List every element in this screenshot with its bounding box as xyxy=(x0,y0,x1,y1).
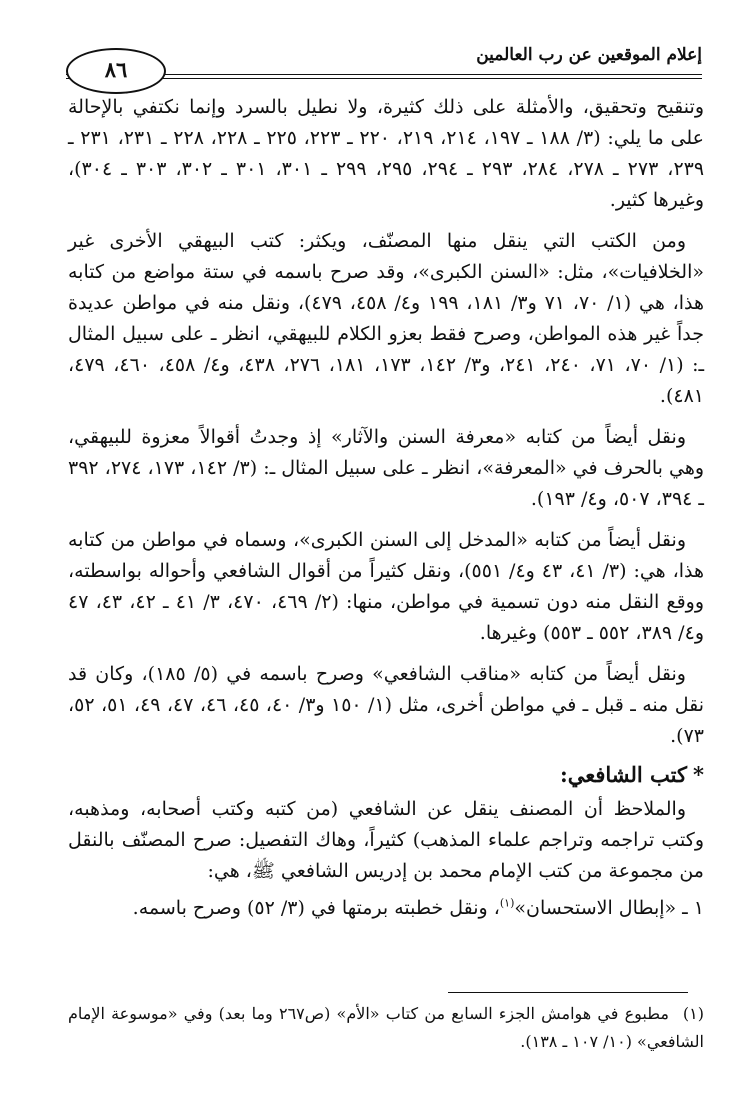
footnote xyxy=(68,1000,704,1056)
section-heading xyxy=(68,758,704,792)
list-item xyxy=(68,893,704,924)
footnote-divider xyxy=(448,992,688,993)
list-item-title: ١ ـ «إبطال الاستحسان» xyxy=(514,897,704,919)
paragraph-continuation: وتنقيح وتحقيق، والأمثلة على ذلك كثيرة، ولا نطيل بالسرد وإنما نكتفي بالإحالة على ما يلي: (٣/ ١٨٨ ـ ١٩٧، ٢١٤، ٢١٩، ٢٢٠ ـ ٢٢٣، ٢٢٥ ـ ٢٢٨، ٢٢٨ ـ ٢٣١، ٢٣١ ـ ٢٣٩، ٢٧٣ ـ ٢٧٨، ٢٨٤، ٢٩٣ ـ ٢٩٤، ٢٩٥، ٢٩٩ ـ ٣٠١، ٣٠١ ـ ٣٠٢، ٣٠٣ ـ ٣٠٤)، وغيرها كثير. xyxy=(68,96,705,211)
star-icon: * xyxy=(693,762,704,787)
paragraph-al-madkhal: ونقل أيضاً من كتابه «المدخل إلى السنن الكبرى»، وسماه في مواطن من كتابه هذا، هي: (٣/ ٤١، ٤٣ و٤/ ٥٥١)، ونقل كثيراً من أقوال الشافعي وأحواله بواسطته، ووقع النقل منه دون تسمية في مواطن، منها: (٢/ ٤٦٩، ٤٧٠، ٣/ ٤١ ـ ٤٢، ٤٣، ٤٧ و٤/ ٣٨٩، ٥٥٢ ـ ٥٥٣) وغيرها. xyxy=(68,529,705,644)
footnote-reference[interactable]: (١) xyxy=(499,896,515,910)
paragraph-manaqib-al-shafii: ونقل أيضاً من كتابه «مناقب الشافعي» وصرح باسمه في (٥/ ١٨٥)، وكان قد نقل منه ـ قبل ـ في مواطن أخرى، مثل (١/ ١٥٠ و٣/ ٤٠، ٤٥، ٤٦، ٤٧، ٤٩، ٥١، ٥٢، ٧٣). xyxy=(68,663,705,747)
paragraph-bayhaqi-sunan: ومن الكتب التي ينقل منها المصنّف، ويكثر: كتب البيهقي الأخرى غير «الخلافيات»، مثل: «السنن الكبرى»، وقد صرح باسمه في ستة مواضع من كتابه هذا، هي (١/ ٧٠، ٧١ و٣/ ١٨١، ١٩٩ و٤/ ٤٥٨، ٤٧٩)، ونقل منه في مواطن عديدة جداً غير هذه المواطن، وصرح فقط بعزو الكلام للبيهقي، انظر ـ على سبيل المثال ـ: (١/ ٧٠، ٧١، ٢٤٠، ٢٤١، و٣/ ١٤٢، ١٧٣، ١٨١، ٢٧٦، ٤٣٨، و٤/ ٤٥٨، ٤٦٠، ٤٧٩، ٤٨١). xyxy=(68,230,705,407)
section-body: والملاحظ أن المصنف ينقل عن الشافعي (من كتبه وكتب أصحابه، ومذهبه، وكتب تراجمه وتراجم علماء المذهب) كثيراً، وهاك التفصيل: صرح المصنّف بالنقل من مجموعة من كتب الإمام محمد بن إدريس الشافعي ﷺ، هي: xyxy=(68,798,704,882)
list-item-text: ، ونقل خطبته برمتها في (٣/ ٥٢) وصرح باسمه. xyxy=(132,897,500,919)
page-number: ٨٦ xyxy=(66,48,166,94)
footnote-text: مطبوع في هوامش الجزء السابع من كتاب «الأم» (ص٢٦٧ وما بعد) وفي «موسوعة الإمام الشافعي» (١٠/ ١٠٧ ـ ١٣٨). xyxy=(68,1004,704,1051)
page-header xyxy=(66,38,702,88)
main-text xyxy=(68,92,704,924)
paragraph-marifat-al-sunan: ونقل أيضاً من كتابه «معرفة السنن والآثار» إذ وجدتُ أقوالاً معزوة للبيهقي، وهي بالحرف في «المعرفة»، انظر ـ على سبيل المثال ـ: (٣/ ١٤٢، ١٧٣، ٢٧٤، ٣٩٢ ـ ٣٩٤، ٥٠٧، و٤/ ١٩٣). xyxy=(68,426,705,510)
running-title: إعلام الموقعين عن رب العالمين xyxy=(476,45,702,65)
footnote-marker: (١) xyxy=(682,1004,705,1023)
section-heading-text: كتب الشافعي: xyxy=(559,762,688,787)
